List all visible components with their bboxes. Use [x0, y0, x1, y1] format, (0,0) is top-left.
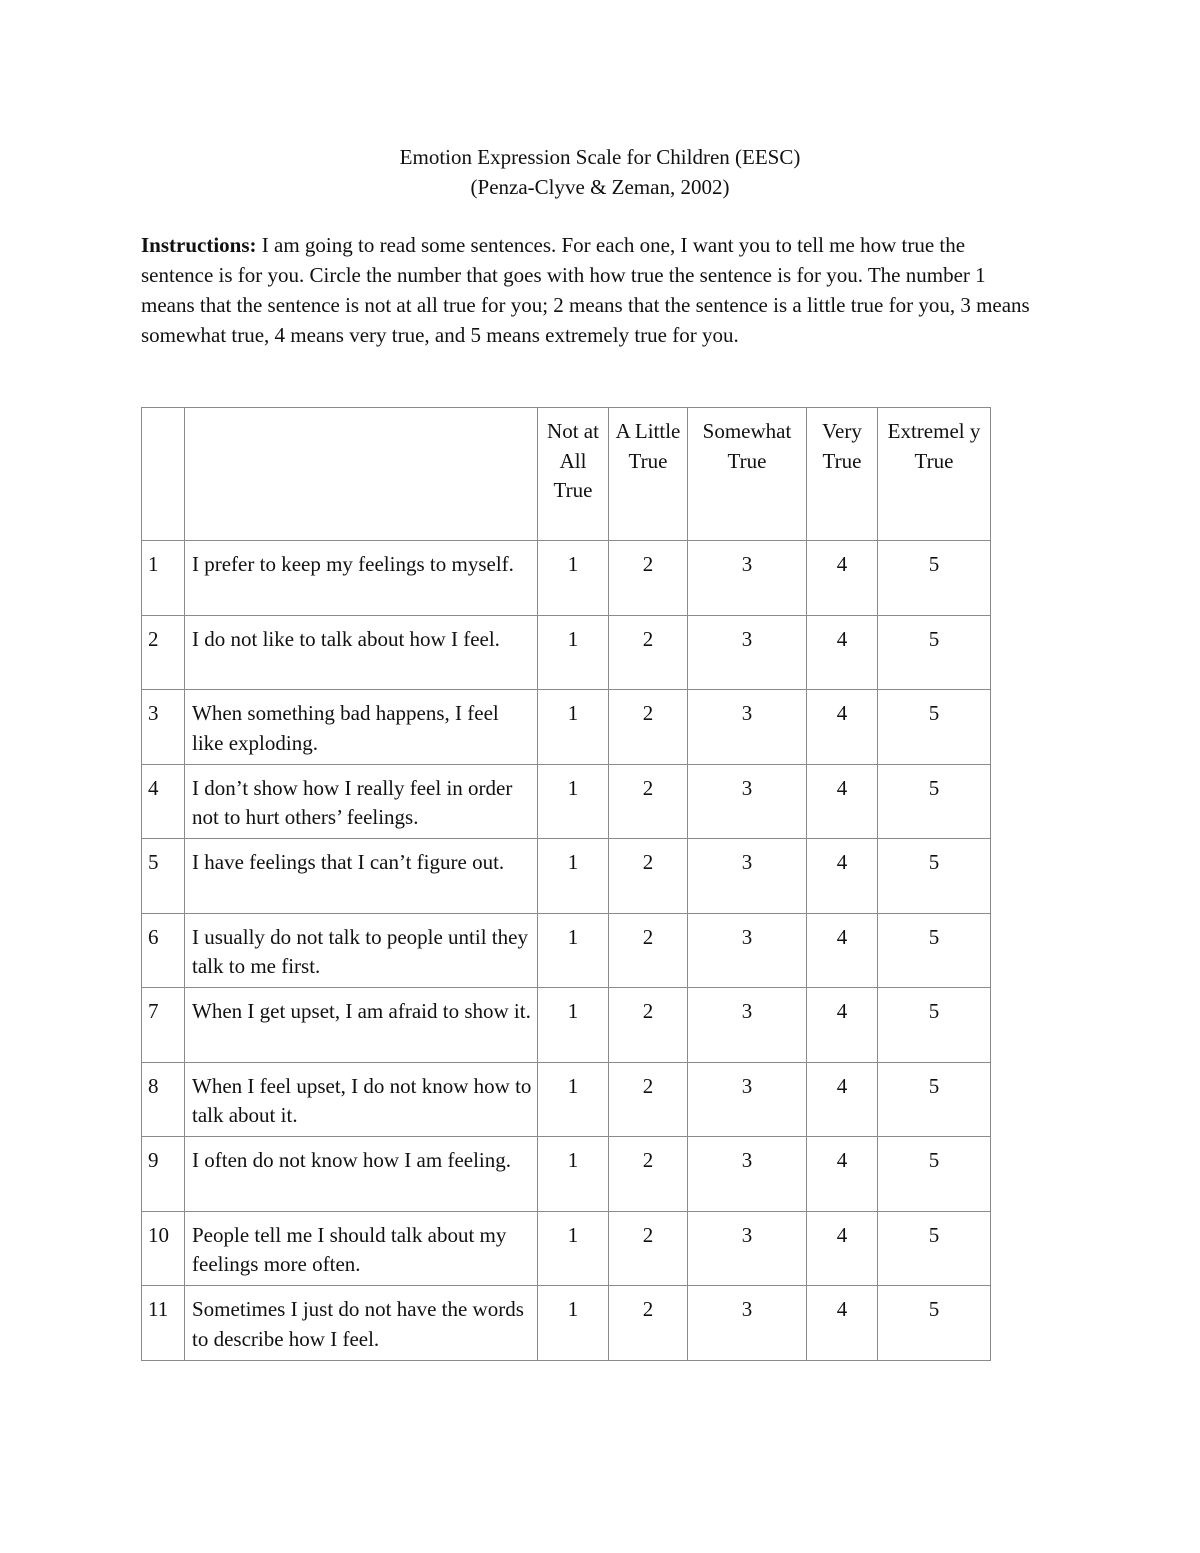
rating-option[interactable]: 2 — [609, 541, 688, 616]
rating-option[interactable]: 5 — [878, 541, 991, 616]
rating-option[interactable]: 3 — [688, 988, 807, 1063]
rating-option[interactable]: 3 — [688, 615, 807, 690]
table-row — [142, 764, 991, 839]
rating-option[interactable]: 4 — [807, 839, 878, 914]
document-citation: (Penza-Clyve & Zeman, 2002) — [470, 175, 730, 199]
rating-option[interactable]: 2 — [609, 913, 688, 988]
rating-option[interactable]: 5 — [878, 1286, 991, 1361]
rating-option[interactable]: 2 — [609, 615, 688, 690]
table-row — [142, 913, 991, 988]
item-number: 9 — [142, 1137, 185, 1212]
item-number: 5 — [142, 839, 185, 914]
rating-option[interactable]: 5 — [878, 615, 991, 690]
rating-option[interactable]: 2 — [609, 1286, 688, 1361]
rating-option[interactable]: 4 — [807, 1211, 878, 1286]
rating-option[interactable]: 5 — [878, 1137, 991, 1212]
rating-option[interactable]: 3 — [688, 1211, 807, 1286]
item-statement: People tell me I should talk about my feelings more often. — [185, 1211, 538, 1286]
rating-option[interactable]: 4 — [807, 1137, 878, 1212]
rating-option[interactable]: 4 — [807, 690, 878, 765]
document-title: Emotion Expression Scale for Children (EESC) — [399, 145, 801, 169]
item-number: 2 — [142, 615, 185, 690]
rating-option[interactable]: 5 — [878, 913, 991, 988]
table-row — [142, 1211, 991, 1286]
rating-option[interactable]: 5 — [878, 988, 991, 1063]
rating-option[interactable]: 4 — [807, 1062, 878, 1137]
item-number: 11 — [142, 1286, 185, 1361]
instructions-label: Instructions: — [141, 233, 257, 257]
rating-option[interactable]: 1 — [538, 764, 609, 839]
rating-option[interactable]: 1 — [538, 541, 609, 616]
rating-option[interactable]: 4 — [807, 988, 878, 1063]
rating-option[interactable]: 5 — [878, 764, 991, 839]
rating-option[interactable]: 3 — [688, 913, 807, 988]
rating-option[interactable]: 3 — [688, 541, 807, 616]
rating-option[interactable]: 1 — [538, 1211, 609, 1286]
instructions-text: I am going to read some sentences. For each one, I want you to tell me how true the sentence is for you. Circle the number that goes with how true the sentence is for you. The number 1 means that the sentence is not at all true for you; 2 means that the sentence is a little true for you, 3 means somewhat true, 4 means very true, and 5 means extremely true for you. — [141, 233, 1030, 347]
rating-option[interactable]: 1 — [538, 1062, 609, 1137]
column-header: Somewhat True — [688, 408, 807, 541]
rating-option[interactable]: 1 — [538, 690, 609, 765]
rating-option[interactable]: 2 — [609, 764, 688, 839]
rating-option[interactable]: 4 — [807, 615, 878, 690]
item-statement: I have feelings that I can’t figure out. — [185, 839, 538, 914]
item-statement: I usually do not talk to people until they talk to me first. — [185, 913, 538, 988]
item-statement: When I feel upset, I do not know how to talk about it. — [185, 1062, 538, 1137]
column-header: Very True — [807, 408, 878, 541]
document-title-block — [0, 142, 1200, 202]
rating-option[interactable]: 1 — [538, 615, 609, 690]
item-number: 1 — [142, 541, 185, 616]
rating-option[interactable]: 2 — [609, 839, 688, 914]
item-statement: I do not like to talk about how I feel. — [185, 615, 538, 690]
item-number: 8 — [142, 1062, 185, 1137]
rating-option[interactable]: 3 — [688, 764, 807, 839]
rating-scale-table — [141, 407, 991, 1361]
rating-option[interactable]: 3 — [688, 690, 807, 765]
column-header: Extremel y True — [878, 408, 991, 541]
rating-option[interactable]: 1 — [538, 913, 609, 988]
item-statement: I don’t show how I really feel in order not to hurt others’ feelings. — [185, 764, 538, 839]
item-statement: I often do not know how I am feeling. — [185, 1137, 538, 1212]
rating-option[interactable]: 5 — [878, 1062, 991, 1137]
table-row — [142, 839, 991, 914]
rating-option[interactable]: 1 — [538, 1286, 609, 1361]
rating-option[interactable]: 5 — [878, 1211, 991, 1286]
rating-option[interactable]: 5 — [878, 839, 991, 914]
rating-option[interactable]: 1 — [538, 1137, 609, 1212]
item-number: 4 — [142, 764, 185, 839]
table-row — [142, 1137, 991, 1212]
table-body — [142, 541, 991, 1361]
header-blank-item — [185, 408, 538, 541]
item-number: 3 — [142, 690, 185, 765]
rating-option[interactable]: 3 — [688, 839, 807, 914]
rating-option[interactable]: 3 — [688, 1137, 807, 1212]
table-row — [142, 541, 991, 616]
rating-option[interactable]: 3 — [688, 1286, 807, 1361]
instructions-paragraph — [141, 230, 1041, 350]
table-row — [142, 615, 991, 690]
rating-option[interactable]: 4 — [807, 1286, 878, 1361]
rating-option[interactable]: 3 — [688, 1062, 807, 1137]
table-row — [142, 988, 991, 1063]
rating-option[interactable]: 4 — [807, 764, 878, 839]
column-header: Not at All True — [538, 408, 609, 541]
rating-option[interactable]: 5 — [878, 690, 991, 765]
item-number: 10 — [142, 1211, 185, 1286]
table-row — [142, 1062, 991, 1137]
item-number: 7 — [142, 988, 185, 1063]
rating-option[interactable]: 2 — [609, 1137, 688, 1212]
rating-option[interactable]: 1 — [538, 839, 609, 914]
rating-option[interactable]: 1 — [538, 988, 609, 1063]
column-header: A Little True — [609, 408, 688, 541]
rating-option[interactable]: 2 — [609, 1062, 688, 1137]
rating-option[interactable]: 4 — [807, 913, 878, 988]
item-statement: I prefer to keep my feelings to myself. — [185, 541, 538, 616]
table-row — [142, 1286, 991, 1361]
table-header-row — [142, 408, 991, 541]
item-number: 6 — [142, 913, 185, 988]
item-statement: When I get upset, I am afraid to show it. — [185, 988, 538, 1063]
rating-option[interactable]: 2 — [609, 690, 688, 765]
item-statement: When something bad happens, I feel like exploding. — [185, 690, 538, 765]
table-row — [142, 690, 991, 765]
rating-option[interactable]: 4 — [807, 541, 878, 616]
header-blank-number — [142, 408, 185, 541]
rating-option[interactable]: 2 — [609, 988, 688, 1063]
item-statement: Sometimes I just do not have the words to describe how I feel. — [185, 1286, 538, 1361]
rating-option[interactable]: 2 — [609, 1211, 688, 1286]
